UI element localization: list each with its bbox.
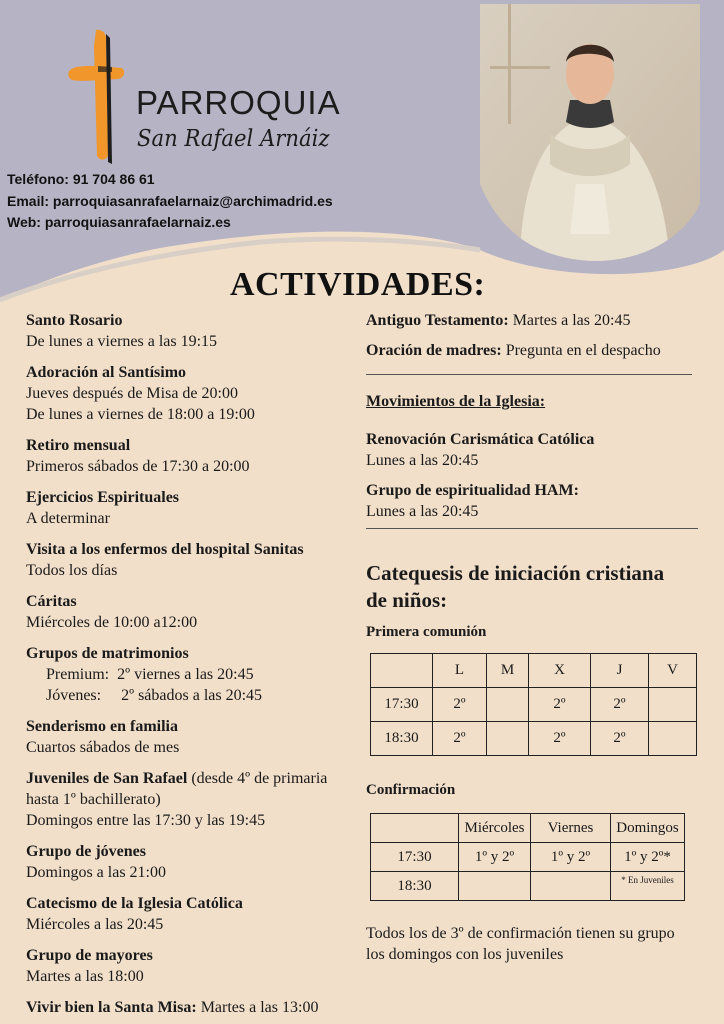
table-cell: 17:30	[371, 843, 459, 872]
table-cell	[611, 872, 685, 901]
email-text: Email: parroquiasanrafaelarnaiz@archimadrid.es	[7, 192, 333, 209]
table-cell: 17:30	[371, 688, 433, 722]
activity-title: Visita a los enfermos del hospital Sanitas	[26, 541, 304, 558]
table-cell	[487, 722, 529, 756]
footnote: * En Juveniles	[621, 875, 674, 885]
activity-title: Renovación Carismática Católica	[366, 431, 595, 448]
table-cell	[371, 814, 459, 843]
table-cell: L	[433, 654, 487, 688]
activity-item	[26, 945, 361, 987]
activity-title: Grupo de mayores	[26, 947, 153, 964]
table-cell: J	[591, 654, 649, 688]
activity-item	[26, 362, 361, 425]
table-cell: 1º y 2º	[531, 843, 611, 872]
table-cell: V	[649, 654, 697, 688]
table-cell: X	[529, 654, 591, 688]
table-cell	[531, 872, 611, 901]
activity-item	[26, 893, 361, 935]
activity-line: Martes a las 18:00	[26, 968, 144, 985]
activity-line: Cuartos sábados de mes	[26, 739, 180, 756]
table-row	[371, 872, 685, 901]
activity-title: Grupos de matrimonios	[26, 645, 189, 662]
activity-item	[26, 841, 361, 883]
activity-line: De lunes a viernes de 18:00 a 19:00	[26, 406, 255, 423]
table-cell: 2º	[591, 722, 649, 756]
activity-line: Todos los días	[26, 562, 118, 579]
table-cell	[487, 688, 529, 722]
activity-title: Oración de madres:	[366, 342, 502, 359]
table-cell	[649, 688, 697, 722]
activity-line: Lunes a las 20:45	[366, 452, 479, 469]
table-cell: 2º	[529, 688, 591, 722]
divider	[366, 528, 698, 529]
activity-line: Miércoles de 10:00 a12:00	[26, 614, 198, 631]
activity-line: Domingos entre las 17:30 y las 19:45	[26, 812, 266, 829]
web-text: Web: parroquiasanrafaelarnaiz.es	[7, 214, 231, 230]
table-cell: 2º	[529, 722, 591, 756]
activity-title: Catecismo de la Iglesia Católica	[26, 895, 243, 912]
activity-title: Cáritas	[26, 593, 77, 610]
activity-title: Santo Rosario	[26, 312, 123, 329]
table-cell: Miércoles	[459, 814, 531, 843]
activity-inline-value: Martes a las 20:45	[508, 312, 631, 329]
activity-item	[26, 487, 361, 529]
activity-line: De lunes a viernes a las 19:15	[26, 333, 218, 350]
table-cell	[649, 722, 697, 756]
confirmacion-table	[370, 813, 685, 901]
oracion-madres-item	[366, 340, 702, 361]
activity-line: Lunes a las 20:45	[366, 503, 479, 520]
primera-comunion-heading: Primera comunión	[366, 624, 487, 640]
table-cell	[371, 654, 433, 688]
table-cell: 2º	[433, 722, 487, 756]
activity-title: Ejercicios Espirituales	[26, 489, 180, 506]
activity-title: Retiro mensual	[26, 437, 131, 454]
activity-line: A determinar	[26, 510, 110, 527]
activity-item	[26, 997, 361, 1018]
saint-portrait-image	[480, 4, 700, 266]
activity-line: Miércoles a las 20:45	[26, 916, 164, 933]
activities-right-column	[366, 310, 702, 965]
comunion-table	[370, 653, 697, 756]
catequesis-title-cont: de niños:	[366, 588, 448, 612]
antiguo-testamento-item	[366, 310, 702, 331]
divider	[366, 374, 692, 375]
activity-inline-value: Martes a las 13:00	[196, 999, 319, 1016]
table-header-row	[371, 654, 697, 688]
table-cell: 1º y 2º	[459, 843, 531, 872]
table-cell: M	[487, 654, 529, 688]
activity-title: Antiguo Testamento:	[366, 312, 509, 329]
activity-line: Jueves después de Misa de 20:00	[26, 385, 238, 402]
table-header-row	[371, 814, 685, 843]
activity-inline-value: Pregunta en el despacho	[501, 342, 661, 359]
table-row	[371, 843, 685, 872]
activity-title: Grupo de espiritualidad HAM:	[366, 482, 579, 499]
activity-title-rest: (desde 4º de primaria hasta 1º bachillerato)	[26, 770, 328, 808]
table-row	[371, 688, 697, 722]
activity-title: Senderismo en familia	[26, 718, 178, 735]
table-cell: 18:30	[371, 722, 433, 756]
activity-title: Juveniles de San Rafael	[26, 770, 188, 787]
activity-title: Vivir bien la Santa Misa:	[26, 999, 197, 1016]
parish-subtitle: San Rafael Arnáiz	[137, 126, 330, 152]
catequesis-title: Catequesis de iniciación cristiana	[366, 561, 665, 585]
activity-item	[26, 768, 361, 831]
confirmacion-heading: Confirmación	[366, 782, 456, 798]
activity-title: Grupo de jóvenes	[26, 843, 146, 860]
table-cell: Viernes	[531, 814, 611, 843]
activity-item	[26, 435, 361, 477]
confirmacion-note: Todos los de 3º de confirmación tienen su grupo los domingos con los juveniles	[366, 925, 675, 963]
activity-line: Jóvenes: 2º sábados a las 20:45	[46, 687, 263, 704]
activity-item	[26, 539, 361, 581]
activity-title: Adoración al Santísimo	[26, 364, 187, 381]
table-cell: 18:30	[371, 872, 459, 901]
phone-text: Teléfono: 91 704 86 61	[7, 171, 155, 187]
parish-title: PARROQUIA	[136, 84, 341, 121]
activity-item	[26, 643, 361, 706]
table-cell: 2º	[591, 688, 649, 722]
activity-line: Primeros sábados de 17:30 a 20:00	[26, 458, 250, 475]
activities-left-column	[26, 310, 361, 1024]
activity-line: Premium: 2º viernes a las 20:45	[46, 666, 254, 683]
activity-item	[26, 310, 361, 352]
table-cell	[459, 872, 531, 901]
table-cell: Domingos	[611, 814, 685, 843]
contact-info	[7, 169, 333, 234]
cross-logo-icon	[66, 26, 126, 166]
page-title: ACTIVIDADES:	[230, 266, 486, 303]
table-cell: 1º y 2º*	[611, 843, 685, 872]
table-row	[371, 722, 697, 756]
activity-item	[26, 716, 361, 758]
table-cell: 2º	[433, 688, 487, 722]
activity-line: Domingos a las 21:00	[26, 864, 166, 881]
activity-item	[26, 591, 361, 633]
movimientos-heading: Movimientos de la Iglesia:	[366, 393, 546, 410]
